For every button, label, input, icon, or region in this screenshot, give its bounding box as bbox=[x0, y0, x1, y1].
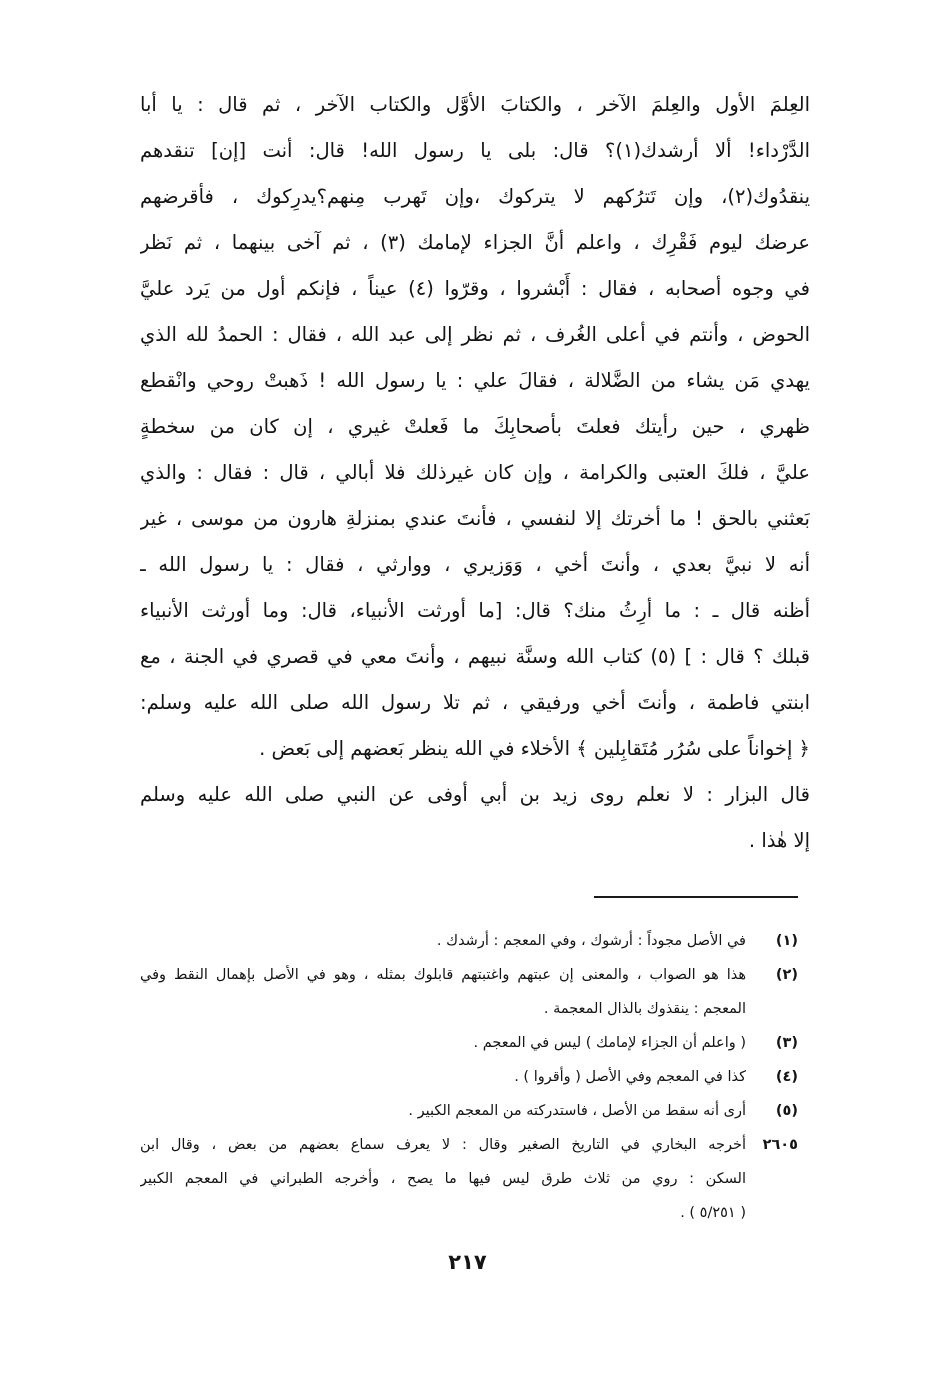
main-text-line: في وجوه أصحابه ، فقال : أَبْشروا ، وقرّوا (٤) عيناً ، فإنكم أول من يَرد عليَّ bbox=[140, 277, 810, 300]
footnote-text bbox=[140, 1128, 746, 1230]
footnote-line: أرى أنه سقط من الأصل ، فاستدركته من المعجم الكبير . bbox=[408, 1103, 746, 1119]
footnote-text bbox=[140, 1094, 746, 1128]
hadith-number: ٢٦٠٥ bbox=[762, 1137, 798, 1153]
footnotes-block bbox=[140, 924, 798, 1230]
main-text-line: العِلمَ الأول والعِلمَ الآخر ، والكتابَ الأوَّل والكتاب الآخر ، ثم قال : يا أبا bbox=[140, 93, 810, 116]
main-text-line: الدَّرْداء! ألا أرشدك(١)؟ قال: بلى يا رسول الله! قال: أنت [إن] تنقدهم bbox=[140, 139, 810, 162]
main-text-line: ينقدُوك(٢)، وإن تَترُكهم لا يتركوك ،وإن تَهرب مِنهم؟يدرِكوك ، فأقرضهم bbox=[140, 185, 810, 208]
footnote bbox=[140, 1026, 798, 1060]
main-text-block bbox=[140, 82, 810, 864]
main-text-line: أظنه قال ـ : ما أرِثُ منك؟ قال: [ما أورثت الأنبياء، قال: وما أورثت الأنبياء bbox=[140, 599, 810, 622]
footnote-number: (٥) bbox=[775, 1103, 798, 1119]
main-text-line: يهدي مَن يشاء من الضَّلالة ، فقالَ علي : يا رسول الله ! ذَهبتْ روحي وانْقطع bbox=[140, 369, 810, 392]
footnote-number: (٢) bbox=[775, 967, 798, 983]
main-text-line: إلا هٰذا . bbox=[748, 829, 810, 852]
footnote-divider bbox=[594, 896, 798, 898]
footnote-line: السكن : روي من ثلاث طرق ليس فيها ما يصح ، وأخرجه الطبراني في المعجم الكبير bbox=[140, 1171, 746, 1187]
footnote-text bbox=[140, 958, 746, 1026]
footnote-line: هذا هو الصواب ، والمعنى إن عبتهم واغتبتهم قابلوك بمثله ، وهو في الأصل بإهمال النقط وفي bbox=[140, 967, 746, 983]
main-text-line: ظهري ، حين رأيتك فعلتَ بأصحابِكَ ما فَعلتْ غيري ، إن كان من سخطةٍ bbox=[140, 415, 810, 438]
footnote bbox=[140, 1060, 798, 1094]
main-text-line: الحوض ، وأنتم في أعلى الغُرف ، ثم نظر إلى عبد الله ، فقال : الحمدُ لله الذي bbox=[140, 323, 810, 346]
quran-verse-line: ﴿ إخواناً على سُرُر مُتَقابِلين ﴾ الأخلاء في الله ينظر بَعضهم إلى بَعض . bbox=[259, 737, 810, 760]
main-text-line: قبلك ؟ قال : ] (٥) كتاب الله وسنَّة نبيهم ، وأنتَ معي في قصري في الجنة ، مع bbox=[140, 645, 810, 668]
footnote-line: ( واعلم أن الجزاء لإمامك ) ليس في المعجم . bbox=[473, 1035, 746, 1051]
main-text-line: ابنتي فاطمة ، وأنتَ أخي ورفيقي ، ثم تلا رسول الله صلى الله عليه وسلم: bbox=[140, 691, 810, 714]
footnote bbox=[140, 1094, 798, 1128]
hadith-takhrij-note bbox=[140, 1128, 798, 1230]
footnote-number: (١) bbox=[775, 933, 798, 949]
footnote-line: كذا في المعجم وفي الأصل ( وأقروا ) . bbox=[514, 1069, 746, 1085]
footnote bbox=[140, 958, 798, 1026]
footnote-line: أخرجه البخاري في التاريخ الصغير وقال : لا يعرف سماع بعضهم من بعض ، وقال ابن bbox=[140, 1137, 746, 1153]
main-text-line: أنه لا نبيَّ بعدي ، وأنتَ أخي ، وَوَزيري ، ووارثي ، فقال : يا رسول الله ـ bbox=[140, 553, 810, 576]
page-number: ٢١٧ bbox=[448, 1250, 487, 1274]
main-text-line: بَعثني بالحق ! ما أخرتك إلا لنفسي ، فأنتَ عندي بمنزلةِ هارون من موسى ، غير bbox=[140, 507, 810, 530]
footnote-text bbox=[140, 924, 746, 958]
footnote-text bbox=[140, 1026, 746, 1060]
footnote-text bbox=[140, 1060, 746, 1094]
footnote-line: في الأصل مجوداً : أرشوك ، وفي المعجم : أرشدك . bbox=[436, 933, 746, 949]
footnote-line: ( ٥/٢٥١ ) . bbox=[680, 1205, 746, 1221]
main-text-line: عرضك ليوم فَقْرِك ، واعلم أنَّ الجزاء لإمامك (٣) ، ثم آخى بينهما ، ثم نَظر bbox=[140, 231, 810, 254]
footnote-line: المعجم : ينقذوك بالذال المعجمة . bbox=[543, 1001, 746, 1017]
footnote bbox=[140, 924, 798, 958]
main-text-line: عليَّ ، فلكَ العتبى والكرامة ، وإن كان غيرذلك فلا أبالي ، قال : فقال : والذي bbox=[140, 461, 810, 484]
main-text-line: قال البزار : لا نعلم روى زيد بن أبي أوفى عن النبي صلى الله عليه وسلم bbox=[140, 783, 810, 806]
footnote-number: (٤) bbox=[775, 1069, 798, 1085]
footnote-number: (٣) bbox=[775, 1035, 798, 1051]
